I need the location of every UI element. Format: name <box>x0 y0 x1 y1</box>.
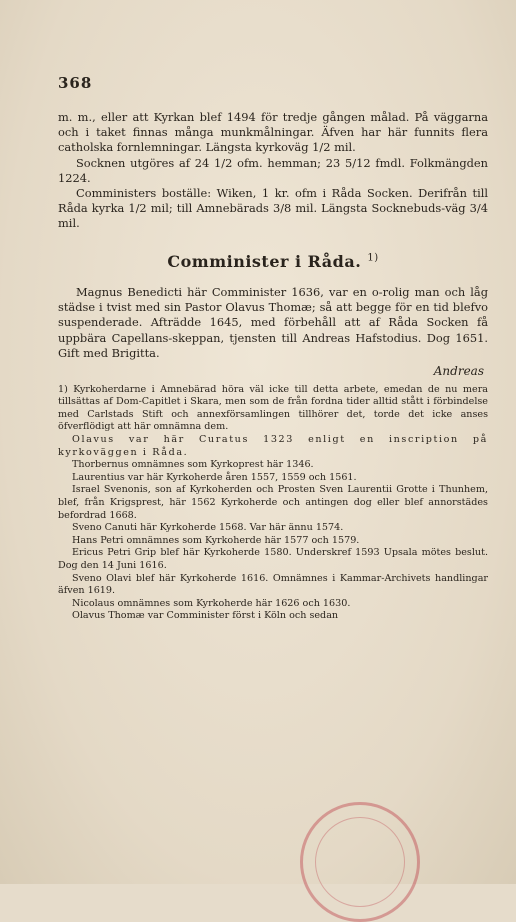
footnote: Sveno Canuti här Kyrkoherde 1568. Var här ännu 1574. <box>72 522 344 534</box>
footnote: Nicolaus omnämnes som Kyrkoherde här 1626 och 1630. <box>72 597 351 609</box>
intro-paragraph: Comministers boställe: Wiken, 1 kr. ofm i Råda Socken. Derifrån till Råda kyrka 1/2 mil; till Amnebärads 3/8 mil. Längsta Socknebuds-väg 3/4 mil. <box>58 186 488 231</box>
footnote: Hans Petri omnämnes som Kyrkoherde här 1577 och 1579. <box>72 534 360 546</box>
footnote: 1) Kyrkoherdarne i Amnebärad höra väl icke till detta arbete, emedan de nu mera tillsättas af Dom-Capitlet i Skara, men som de från fordna tider alltid stått i förbindelse med Carlstads Stift och annexförsamlingen tillhörer det, torde det icke anses öfverflödigt att här omnämna dem. <box>58 383 488 433</box>
footnote: Olavus Thomæ var Comminister först i Köln och sedan <box>72 610 339 622</box>
footnote: Ericus Petri Grip blef här Kyrkoherde 1580. Underskref 1593 Upsala mötes beslut. Dog den 14 Juni 1616. <box>58 547 488 571</box>
intro-paragraph: m. m., eller att Kyrkan blef 1494 för tredje gången målad. På väggarna och i taket finnas många munkmålningar. Äfven har här funnits flera catholska fornlemningar. Längsta kyrkoväg 1/2 mil. <box>58 110 488 155</box>
section-title: Comminister i Råda. <box>167 251 362 271</box>
section-heading <box>58 252 488 271</box>
intro-text <box>58 110 488 232</box>
footnotes <box>58 384 488 623</box>
library-stamp <box>300 802 420 922</box>
footnote: Olavus var här Curatus 1323 enligt en inscription på kyrkoväggen i Råda. <box>58 434 488 458</box>
footnote: Laurentius var här Kyrkoherde åren 1557, 1559 och 1561. <box>72 471 357 483</box>
footnote-reference: 1) <box>367 252 379 264</box>
catchword: Andreas <box>433 363 484 378</box>
footnote: Israel Svenonis, son af Kyrkoherden och Prosten Sven Laurentii Grotte i Thunhem, blef, från Krigsprest, här 1562 Kyrkoherde och antingen dog eller blef annorstädes befordrad 1668. <box>58 484 488 521</box>
intro-paragraph: Socknen utgöres af 24 1/2 ofm. hemman; 23 5/12 fmdl. Folkmängden 1224. <box>58 155 488 185</box>
footnote: Thorbernus omnämnes som Kyrkoprest här 1346. <box>72 459 314 471</box>
stamp-ring <box>315 817 405 907</box>
main-paragraph: Magnus Benedicti här Comminister 1636, var en o-rolig man och låg städse i tvist med sin Pastor Olavus Thomæ; så att begge för en tid blefvo suspenderade. Afträdde 1645, med förbehåll att af Råda Socken få uppbära Capellans-skeppan, tjensten till Andreas Hafstodius. Dog 1651. Gift med Brigitta. <box>58 284 488 361</box>
page-number: 368 <box>58 74 93 92</box>
footnote: Sveno Olavi blef här Kyrkoherde 1616. Omnämnes i Kammar-Archivets handlingar äfven 1619. <box>58 572 488 597</box>
